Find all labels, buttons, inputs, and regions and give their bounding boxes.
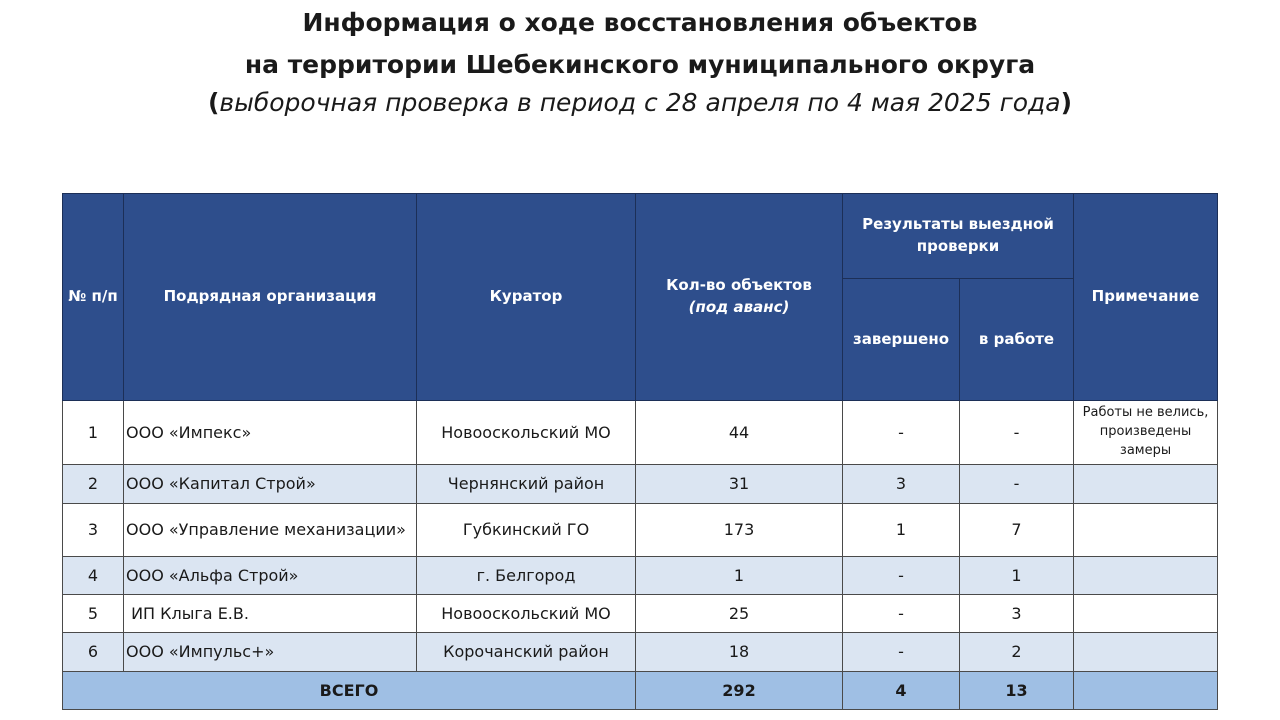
table-row	[63, 557, 1218, 595]
cell-count: 173	[636, 504, 843, 557]
header-curator: Куратор	[417, 194, 636, 401]
cell-note	[1074, 504, 1218, 557]
header-completed: завершено	[843, 279, 960, 401]
restoration-table	[62, 193, 1218, 710]
cell-in-progress: -	[960, 401, 1074, 465]
cell-num: 5	[63, 595, 124, 633]
cell-org: ООО «Альфа Строй»	[124, 557, 417, 595]
cell-completed: -	[843, 595, 960, 633]
cell-note: Работы не велись, произведены замеры	[1074, 401, 1218, 465]
total-label: ВСЕГО	[63, 672, 636, 710]
cell-num: 2	[63, 465, 124, 504]
title-close-paren: )	[1060, 88, 1073, 117]
cell-completed: 1	[843, 504, 960, 557]
cell-in-progress: 2	[960, 633, 1074, 672]
title-open-paren: (	[207, 88, 220, 117]
table-row	[63, 401, 1218, 465]
cell-completed: -	[843, 557, 960, 595]
table-row	[63, 595, 1218, 633]
cell-count: 44	[636, 401, 843, 465]
cell-org: ООО «Импекс»	[124, 401, 417, 465]
cell-curator: Новооскольский МО	[417, 595, 636, 633]
cell-completed: 3	[843, 465, 960, 504]
cell-completed: -	[843, 401, 960, 465]
cell-curator: Губкинский ГО	[417, 504, 636, 557]
cell-num: 1	[63, 401, 124, 465]
header-num: № п/п	[63, 194, 124, 401]
cell-curator: Корочанский район	[417, 633, 636, 672]
header-org: Подрядная организация	[124, 194, 417, 401]
header-count	[636, 194, 843, 401]
header-count-sub: (под аванс)	[688, 298, 790, 316]
table-row	[63, 465, 1218, 504]
cell-completed: -	[843, 633, 960, 672]
cell-org: ООО «Управление механизации»	[124, 504, 417, 557]
header-row-1	[63, 194, 1218, 279]
cell-count: 31	[636, 465, 843, 504]
cell-in-progress: 1	[960, 557, 1074, 595]
cell-org: ООО «Капитал Строй»	[124, 465, 417, 504]
header-note: Примечание	[1074, 194, 1218, 401]
cell-num: 6	[63, 633, 124, 672]
cell-in-progress: -	[960, 465, 1074, 504]
cell-note	[1074, 595, 1218, 633]
cell-org: ИП Клыга Е.В.	[124, 595, 417, 633]
total-in-progress: 13	[960, 672, 1074, 710]
cell-note	[1074, 557, 1218, 595]
cell-count: 25	[636, 595, 843, 633]
table-row	[63, 633, 1218, 672]
cell-in-progress: 7	[960, 504, 1074, 557]
header-results: Результаты выездной проверки	[843, 194, 1074, 279]
cell-count: 1	[636, 557, 843, 595]
cell-count: 18	[636, 633, 843, 672]
header-in-progress: в работе	[960, 279, 1074, 401]
cell-note	[1074, 633, 1218, 672]
header-count-main: Кол-во объектов	[666, 276, 812, 295]
cell-num: 3	[63, 504, 124, 557]
cell-curator: г. Белгород	[417, 557, 636, 595]
cell-in-progress: 3	[960, 595, 1074, 633]
cell-org: ООО «Импульс+»	[124, 633, 417, 672]
cell-num: 4	[63, 557, 124, 595]
total-completed: 4	[843, 672, 960, 710]
title-line-2: на территории Шебекинского муниципального округа	[244, 50, 1036, 79]
cell-note	[1074, 465, 1218, 504]
title-period-text: выборочная проверка в период с 28 апреля по 4 мая 2025 года	[219, 88, 1061, 117]
cell-curator: Чернянский район	[417, 465, 636, 504]
title-line-1: Информация о ходе восстановления объектов	[302, 8, 978, 37]
total-row	[63, 672, 1218, 710]
cell-curator: Новооскольский МО	[417, 401, 636, 465]
title-line-3	[0, 88, 1280, 117]
table-row	[63, 504, 1218, 557]
total-count: 292	[636, 672, 843, 710]
total-note	[1074, 672, 1218, 710]
